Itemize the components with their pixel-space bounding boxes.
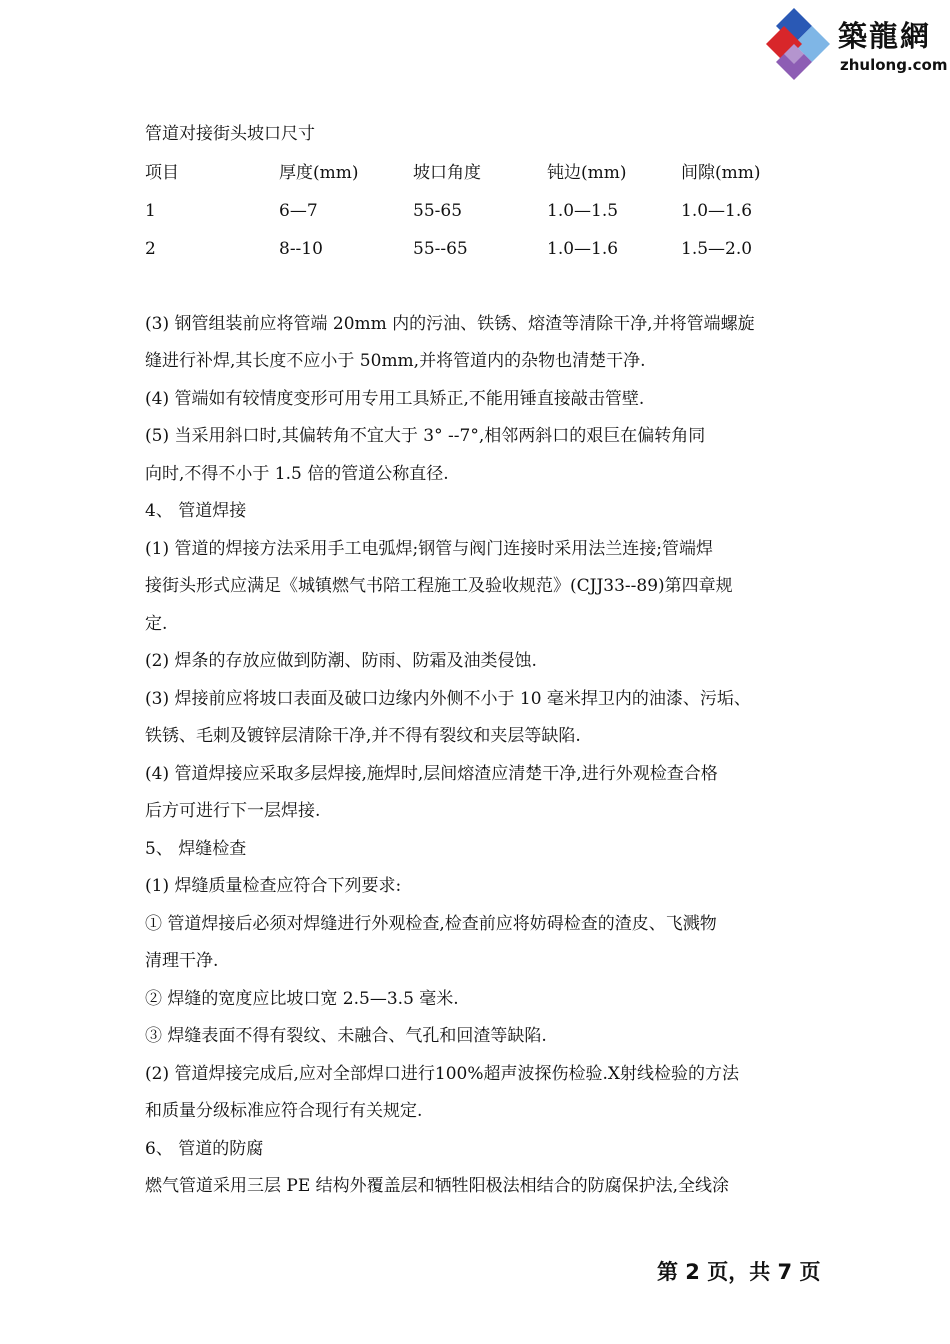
table-cell: 55--65	[413, 238, 468, 259]
paragraph-line: (2) 焊条的存放应做到防潮、防雨、防霜及油类侵蚀.	[145, 651, 537, 671]
paragraph-line: 燃气管道采用三层 PE 结构外覆盖层和牺牲阳极法相结合的防腐保护法,全线涂	[145, 1176, 730, 1196]
section-heading: 6、 管道的防腐	[145, 1138, 264, 1159]
table-cell: 1.0—1.6	[547, 238, 619, 259]
paragraph-line: (1) 焊缝质量检查应符合下列要求:	[145, 876, 402, 896]
logo-emblem-icon	[766, 4, 836, 82]
table-row	[145, 230, 815, 268]
table-cell: 1.5—2.0	[681, 238, 753, 259]
paragraph-line: 和质量分级标准应符合现行有关规定.	[145, 1101, 423, 1121]
section-heading: 4、 管道焊接	[145, 501, 247, 521]
paragraph-line: 清理干净.	[145, 951, 219, 971]
table-header-row	[145, 154, 815, 192]
logo-chinese-name: 築龍網	[838, 19, 932, 53]
paragraph-line: (1) 管道的焊接方法采用手工电弧焊;钢管与阀门连接时采用法兰连接;管端焊	[145, 538, 713, 559]
paragraph-line: ① 管道焊接后必须对焊缝进行外观检查,检查前应将妨碍检查的渣皮、飞溅物	[145, 913, 717, 934]
table-cell: 8--10	[279, 238, 323, 259]
table-cell: 2	[145, 238, 156, 259]
zhulong-logo	[766, 4, 946, 84]
paragraph-line: (4) 管端如有较情度变形可用专用工具矫正,不能用锤直接敲击管壁.	[145, 388, 645, 409]
table-row	[145, 192, 815, 230]
paragraph-line: (2) 管道焊接完成后,应对全部焊口进行100%超声波探伤检验.X射线检验的方法	[145, 1063, 739, 1084]
table-header-cell: 厚度(mm)	[279, 162, 359, 183]
table-header-cell: 钝边(mm)	[547, 162, 627, 183]
document-body	[145, 116, 815, 1206]
logo-domain: zhulong.com	[840, 56, 948, 74]
paragraph-line: 后方可进行下一层焊接.	[145, 801, 321, 821]
paragraph-line: 向时,不得不小于 1.5 倍的管道公称直径.	[145, 463, 449, 484]
paragraph-line: 缝进行补焊,其长度不应小于 50mm,并将管道内的杂物也清楚干净.	[145, 351, 646, 371]
table-cell: 55-65	[413, 200, 463, 221]
paragraph-line: ② 焊缝的宽度应比坡口宽 2.5—3.5 毫米.	[145, 988, 459, 1009]
table-header-cell: 项目	[145, 162, 179, 183]
paragraph-line: (3) 焊接前应将坡口表面及破口边缘内外侧不小于 10 毫米捍卫内的油漆、污垢、	[145, 688, 751, 709]
page-number: 第 2 页，共 7 页	[657, 1260, 821, 1284]
table-cell: 1.0—1.6	[681, 200, 753, 221]
table-cell: 6—7	[279, 200, 318, 221]
spacer	[145, 268, 815, 306]
table-title: 管道对接街头坡口尺寸	[145, 124, 315, 144]
paragraph-line: ③ 焊缝表面不得有裂纹、未融合、气孔和回渣等缺陷.	[145, 1026, 547, 1046]
paragraph-line: 定.	[145, 613, 168, 634]
paragraph-line: 接街头形式应满足《城镇燃气书陪工程施工及验收规范》(CJJ33--89)第四章规	[145, 576, 733, 596]
table-header-cell: 坡口角度	[413, 162, 481, 183]
paragraph-line: (3) 钢管组装前应将管端 20mm 内的污油、铁锈、熔渣等清除干净,并将管端螺旋	[145, 313, 755, 334]
paragraph-line: 铁锈、毛刺及镀锌层清除干净,并不得有裂纹和夹层等缺陷.	[145, 726, 581, 746]
section-heading: 5、 焊缝检查	[145, 838, 247, 859]
table-cell: 1.0—1.5	[547, 200, 619, 221]
paragraph-line: (4) 管道焊接应采取多层焊接,施焊时,层间熔渣应清楚干净,进行外观检查合格	[145, 763, 718, 784]
table-header-cell: 间隙(mm)	[681, 162, 761, 183]
paragraph-line: (5) 当采用斜口时,其偏转角不宜大于 3° --7°,相邻两斜口的艰巨在偏转角同	[145, 426, 706, 446]
table-cell: 1	[145, 200, 156, 221]
